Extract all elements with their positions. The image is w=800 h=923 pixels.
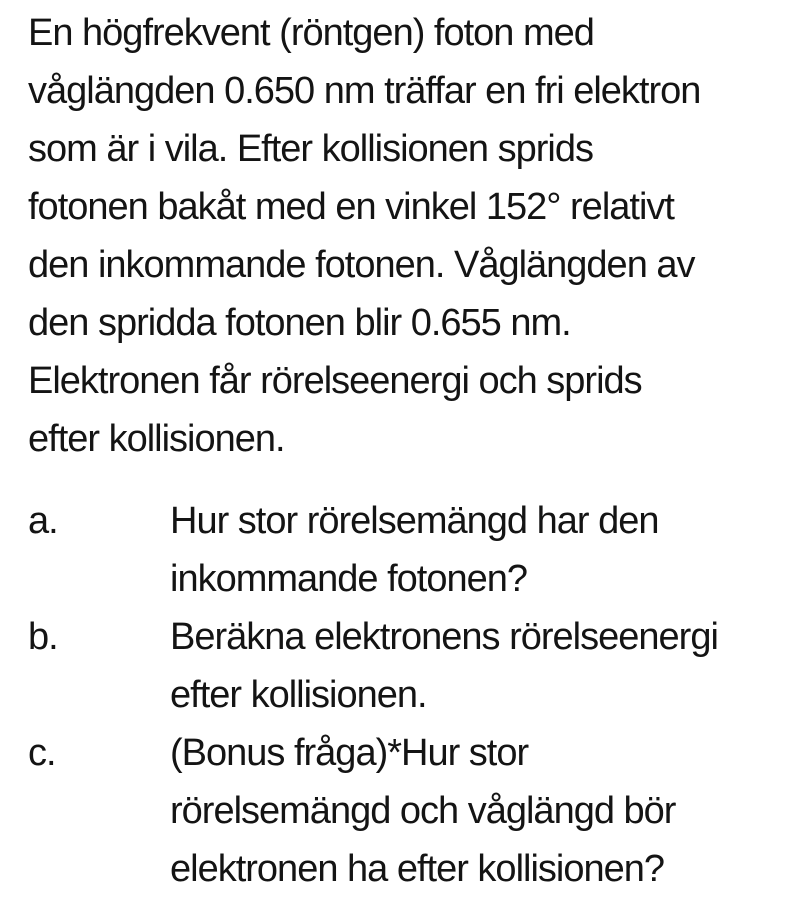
question-line: Hur stor rörelsemängd har den [170, 500, 659, 542]
intro-line: våglängden 0.650 nm träffar en fri elektron [28, 70, 701, 112]
question-text [170, 492, 658, 608]
question-line: elektronen ha efter kollisionen? [170, 848, 665, 890]
intro-line: den spridda fotonen blir 0.655 nm. [28, 302, 571, 344]
intro-line: fotonen bakåt med en vinkel 152° relativt [28, 186, 674, 228]
question-label: b. [28, 616, 58, 658]
intro-line: En högfrekvent (röntgen) foton med [28, 12, 594, 54]
question-line: inkommande fotonen? [170, 558, 528, 600]
question-line: rörelsemängd och våglängd bör [170, 790, 676, 832]
question-text [170, 724, 675, 898]
problem-statement [28, 4, 780, 468]
question-line: (Bonus fråga)*Hur stor [170, 732, 529, 774]
question-line: efter kollisionen. [170, 674, 427, 716]
intro-line: efter kollisionen. [28, 418, 285, 460]
question-item-c [28, 724, 780, 898]
question-text [170, 608, 718, 724]
question-label: a. [28, 500, 58, 542]
question-line: Beräkna elektronens rörelseenergi [170, 616, 718, 658]
question-item-b [28, 608, 780, 724]
question-list [28, 492, 780, 898]
intro-line: Elektronen får rörelseenergi och sprids [28, 360, 642, 402]
intro-line: som är i vila. Efter kollisionen sprids [28, 128, 593, 170]
intro-line: den inkommande fotonen. Våglängden av [28, 244, 695, 286]
question-label: c. [28, 732, 56, 774]
question-item-a [28, 492, 780, 608]
